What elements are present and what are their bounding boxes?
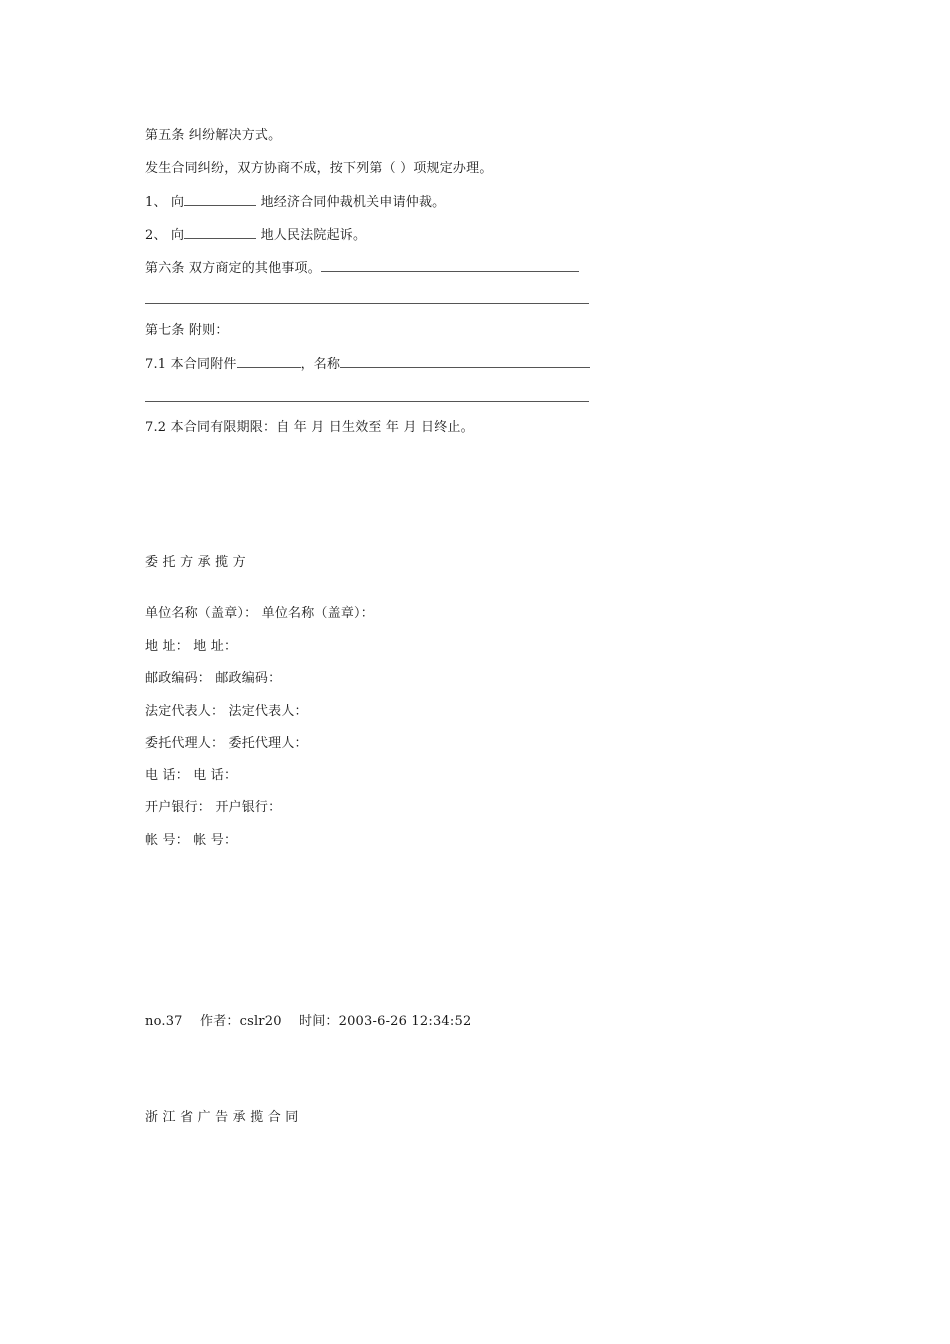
party-field-phone: 电 话： 电 话： [145,768,238,783]
section6-line [145,259,579,277]
section7-clause1-prefix: 7.1 本合同附件 [145,357,237,372]
section6-blank [321,259,579,272]
next-document-title: 浙 江 省 广 告 承 揽 合 同 [145,1110,299,1125]
party-field-legal-rep: 法定代表人： 法定代表人： [145,704,308,719]
party-field-company: 单位名称（盖章）： 单位名称（盖章）： [145,606,374,621]
section5-heading: 第五条 纠纷解决方式。 [145,128,282,143]
party-field-agent: 委托代理人： 委托代理人： [145,736,308,751]
section5-intro: 发生合同纠纷，双方协商不成，按下列第（ ）项规定办理。 [145,161,493,176]
section7-clause1 [145,355,590,373]
section7-continuation-rule [145,401,589,402]
section5-item2-suffix: 地人民法院起诉。 [260,228,367,243]
attachment-count-blank [237,355,301,368]
party-field-address: 地 址： 地 址： [145,639,238,654]
section5-item1-prefix: 1、 向 [145,195,185,210]
attachment-name-blank [340,355,590,368]
parties-header: 委 托 方 承 揽 方 [145,555,246,570]
section6-continuation-rule [145,303,589,304]
section5-item1 [145,193,445,211]
section5-item2 [145,226,366,244]
post-meta [145,1014,471,1030]
item1-blank [184,193,256,206]
party-field-bank: 开户银行： 开户银行： [145,800,282,815]
party-field-postcode: 邮政编码： 邮政编码： [145,671,282,686]
section7-heading: 第七条 附则： [145,323,229,338]
party-field-account: 帐 号： 帐 号： [145,833,238,848]
section6-heading: 第六条 双方商定的其他事项。 [145,261,321,276]
section7-clause1-mid: ，名称 [300,357,341,372]
item2-blank [184,226,256,239]
post-number: no.37 [145,1014,183,1029]
section5-item2-prefix: 2、 向 [145,228,185,243]
post-time: 时间：2003-6-26 12:34:52 [299,1014,472,1029]
section5-item1-suffix: 地经济合同仲裁机关申请仲裁。 [260,195,446,210]
post-author: 作者：cslr20 [200,1014,282,1029]
section7-clause2: 7.2 本合同有限期限：自 年 月 日生效至 年 月 日终止。 [145,420,474,435]
